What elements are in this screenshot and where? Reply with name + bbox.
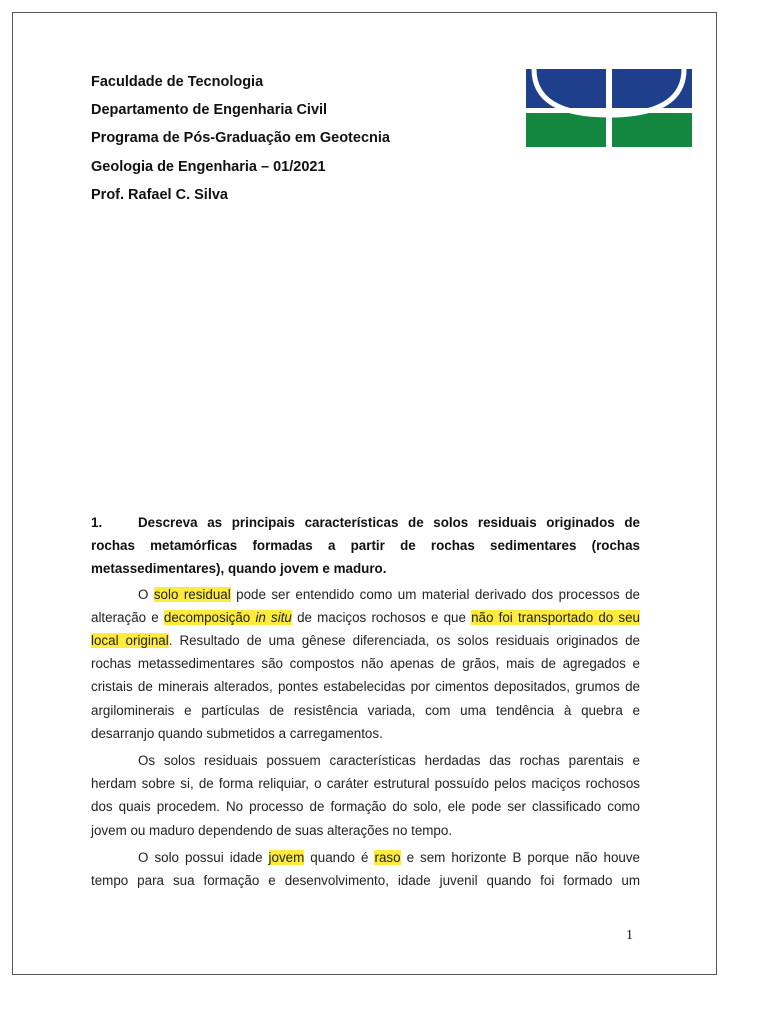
course-name: Geologia de Engenharia – 01/2021	[91, 158, 326, 175]
program-name: Programa de Pós-Graduação em Geotecnia	[91, 130, 390, 147]
logo-vertical-gap	[606, 69, 612, 147]
unb-logo-icon	[526, 69, 692, 152]
paragraph-text: . Resultado de uma gênese diferenciada, os solos residuais originados de rochas metassedimentares são compostos não apenas de grãos, mais de agregados e cristais de minerais alterados, pontes estabelecidas por cimentos depositados, grumos de argilominerais e partículas de resistência variada, com uma tendência à quebra e desarranjo quando submetidos a carregamentos.	[91, 633, 640, 741]
question-number: 1.	[91, 515, 103, 530]
highlight-solo-residual: solo residual	[153, 586, 231, 602]
question-1	[91, 511, 640, 581]
highlight-decomposicao	[164, 610, 292, 625]
highlight-text: decomposição	[163, 609, 256, 625]
paragraph-text: O	[138, 586, 154, 602]
paragraph-3	[91, 846, 640, 892]
document-body	[91, 511, 640, 896]
highlight-jovem: jovem	[268, 849, 305, 865]
highlight-nao-transportado: não foi transportado do seu local original	[91, 609, 640, 649]
paragraph-text: quando é	[304, 849, 375, 865]
paragraph-text: e sem horizonte B porque não houve tempo para sua formação e desenvolvimento, idade juvenil quando foi formado um	[91, 849, 640, 889]
paragraph-2: Os solos residuais possuem características herdadas das rochas parentais e herdam sobre si, de forma reliquiar, o caráter estrutural possuído pelos maciços rochosos dos quais procedem. No processo de formação do solo, ele pode ser classificado como jovem ou maduro dependendo de suas alterações no tempo.	[91, 753, 640, 838]
page-number: 1	[626, 928, 633, 943]
document-header	[91, 68, 511, 209]
paragraph-text: de maciços rochosos e que	[291, 609, 472, 625]
professor-name: Prof. Rafael C. Silva	[91, 186, 228, 203]
department-name: Departamento de Engenharia Civil	[91, 102, 328, 119]
paragraph-text: pode ser entendido como um material derivado dos processos de alteração e	[91, 586, 640, 625]
highlight-raso: raso	[374, 849, 401, 865]
faculty-name: Faculdade de Tecnologia	[91, 74, 264, 90]
paragraph-1	[91, 583, 640, 745]
question-text: Descreva as principais características de solos residuais originados de rochas metamórficas formadas a partir de rochas sedimentares (rochas metassedimentares), quando jovem e maduro.	[91, 515, 640, 577]
highlight-italic-text: in situ	[255, 609, 292, 625]
paragraph-text: O solo possui idade	[138, 849, 269, 865]
